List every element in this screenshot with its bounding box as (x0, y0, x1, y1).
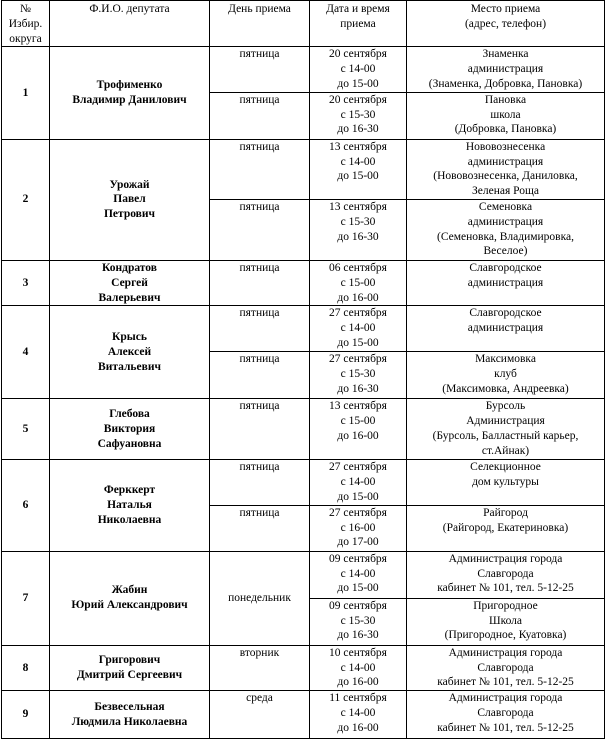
reception-datetime-line: 27 сентября (329, 353, 387, 366)
reception-place-line: Зеленая Роща (472, 185, 539, 198)
reception-place-line: Администрация города (448, 692, 563, 705)
deputy-name-line: Наталья (107, 499, 152, 512)
reception-place-line: Славгорода (477, 661, 534, 674)
district-number: 5 (2, 399, 50, 460)
header-name-line: Ф.И.О. депутата (89, 3, 170, 15)
reception-place (407, 399, 605, 460)
reception-datetime-line: с 16-00 (340, 521, 376, 534)
table-row (2, 260, 605, 305)
reception-day: пятница (210, 460, 310, 505)
header-district-line: № (20, 3, 31, 15)
deputy-name-line: Павел (113, 193, 146, 206)
reception-datetime (310, 47, 407, 92)
deputy-name-line: Трофименко (96, 79, 163, 92)
reception-day: пятница (210, 306, 310, 352)
reception-day: пятница (210, 199, 310, 260)
reception-place-line: Нововознесенка (465, 140, 546, 153)
header-place-line: Место приема (470, 3, 541, 15)
deputy-name-line: Урожай (109, 178, 150, 191)
reception-day: среда (210, 691, 310, 739)
deputy-name-line: Ферккерт (103, 484, 156, 497)
table-row (2, 47, 605, 92)
reception-place-line: Славгородское (469, 261, 542, 274)
reception-datetime (310, 199, 407, 260)
reception-day: пятница (210, 399, 310, 460)
reception-datetime-line: 27 сентября (329, 461, 387, 474)
deputy-name-line: Глебова (109, 408, 150, 421)
reception-place-line: кабинет № 101, тел. 5-12-25 (437, 721, 574, 734)
reception-place (407, 199, 605, 260)
reception-place (407, 460, 605, 505)
table-row (2, 460, 605, 505)
reception-datetime (310, 352, 407, 399)
header-place (407, 1, 605, 47)
reception-datetime (310, 139, 407, 199)
reception-place-line: Славгородское (469, 307, 542, 320)
reception-datetime-line: до 16-00 (337, 429, 379, 442)
reception-place (407, 551, 605, 598)
reception-place-line: Славгорода (477, 567, 534, 580)
reception-datetime-line: до 17-00 (337, 536, 379, 549)
reception-datetime-line: с 14-00 (340, 661, 376, 674)
reception-place-line: администрация (467, 215, 544, 228)
reception-datetime (310, 260, 407, 305)
reception-day: вторник (210, 645, 310, 690)
reception-datetime-line: с 14-00 (340, 322, 376, 335)
deputy-name-line: Валерьевич (98, 291, 161, 304)
reception-place-line: кабинет № 101, тел. 5-12-25 (437, 582, 574, 595)
reception-datetime-line: до 16-30 (337, 629, 379, 642)
reception-day: пятница (210, 260, 310, 305)
table-row (2, 139, 605, 199)
reception-datetime (310, 92, 407, 139)
district-number: 3 (2, 260, 50, 305)
reception-datetime-line: 27 сентября (329, 506, 387, 519)
reception-place-line: Райгород (483, 506, 528, 519)
reception-datetime-line: с 15-00 (340, 415, 376, 428)
reception-datetime-line: 09 сентября (329, 552, 387, 565)
reception-place-line: Администрация города (448, 646, 563, 659)
deputy-name (50, 47, 210, 139)
header-deputy-name (50, 1, 210, 47)
deputy-name (50, 399, 210, 460)
header-row (2, 1, 605, 47)
district-number: 7 (2, 551, 50, 645)
deputy-name-line: Витальевич (98, 360, 161, 373)
reception-datetime (310, 551, 407, 598)
deputy-name-line: Сергей (111, 276, 148, 289)
deputy-name-line: Петрович (103, 208, 156, 221)
reception-datetime (310, 645, 407, 690)
reception-place-line: Администрация (466, 415, 545, 428)
reception-datetime-line: до 16-00 (337, 676, 379, 689)
reception-day: пятница (210, 352, 310, 399)
header-day-line: День приема (228, 3, 291, 15)
reception-place (407, 505, 605, 551)
deputy-name-line: Владимир Данилович (72, 94, 187, 107)
reception-datetime-line: 13 сентября (329, 140, 387, 153)
reception-place-line: школа (490, 108, 521, 121)
reception-datetime-line: с 14-00 (340, 155, 376, 168)
reception-place (407, 92, 605, 139)
deputy-name-line: Людмила Николаевна (71, 715, 188, 728)
reception-datetime-line: с 15-30 (340, 368, 376, 381)
reception-place (407, 139, 605, 199)
reception-datetime-line: 09 сентября (329, 599, 387, 612)
header-district (2, 1, 50, 47)
reception-datetime-line: с 15-30 (340, 108, 376, 121)
header-district-line: Избир. (8, 17, 43, 30)
reception-datetime (310, 460, 407, 505)
reception-place-line: Знаменка (482, 48, 529, 61)
reception-datetime-line: с 14-00 (340, 476, 376, 489)
reception-datetime-line: с 15-30 (340, 215, 376, 228)
reception-place-line: Школа (488, 614, 523, 627)
reception-datetime-line: 20 сентября (329, 93, 387, 106)
header-datetime-line: приема (340, 17, 376, 30)
deputy-name (50, 306, 210, 399)
deputy-name-line: Сафуановна (97, 437, 162, 450)
reception-datetime-line: 10 сентября (329, 646, 387, 659)
reception-place-line: (Пригородное, Куатовка) (444, 629, 567, 642)
reception-datetime-line: 06 сентября (329, 261, 387, 274)
reception-place-line: клуб (494, 368, 517, 381)
reception-place (407, 645, 605, 690)
reception-place (407, 306, 605, 352)
reception-datetime (310, 505, 407, 551)
reception-datetime-line: с 14-00 (340, 567, 376, 580)
district-number: 8 (2, 645, 50, 690)
reception-place-line: Бурсоль (485, 400, 526, 413)
table-row (2, 551, 605, 598)
reception-datetime-line: до 16-30 (337, 123, 379, 136)
reception-day: понедельник (210, 551, 310, 645)
reception-place-line: (Семеновка, Владимировка, (436, 230, 574, 243)
reception-place-line: (Бурсоль, Балластный карьер, (432, 429, 579, 442)
reception-place-line: Пановка (484, 93, 527, 106)
reception-datetime-line: до 15-00 (337, 77, 379, 90)
deputy-name-line: Алексей (107, 345, 152, 358)
reception-datetime-line: до 15-00 (337, 582, 379, 595)
reception-place (407, 47, 605, 92)
reception-place-line: администрация (467, 322, 544, 335)
reception-day: пятница (210, 139, 310, 199)
reception-place-line: кабинет № 101, тел. 5-12-25 (437, 676, 574, 689)
header-day (210, 1, 310, 47)
deputy-name-line: Юрий Александрович (71, 599, 188, 612)
reception-datetime-line: 11 сентября (329, 692, 387, 705)
deputy-name (50, 691, 210, 739)
reception-place (407, 691, 605, 739)
header-place-line: (адрес, телефон) (464, 17, 547, 30)
deputy-name (50, 260, 210, 305)
reception-place-line: ст.Айнак) (481, 444, 530, 457)
deputy-name-line: Виктория (103, 422, 156, 435)
deputy-name-line: Безвесельная (94, 700, 165, 713)
reception-datetime (310, 598, 407, 645)
reception-datetime-line: до 15-00 (337, 490, 379, 503)
deputy-name (50, 139, 210, 260)
reception-datetime-line: 13 сентября (329, 400, 387, 413)
table-row (2, 691, 605, 739)
header-datetime-line: Дата и время (326, 3, 390, 15)
deputy-name-line: Жабин (111, 584, 148, 597)
reception-place (407, 352, 605, 399)
reception-datetime-line: с 15-30 (340, 614, 376, 627)
reception-place-line: Администрация города (448, 552, 563, 565)
header-datetime (310, 1, 407, 47)
reception-place-line: Веселое) (483, 245, 528, 258)
reception-datetime-line: до 15-00 (337, 170, 379, 183)
deputy-name (50, 460, 210, 551)
reception-day: пятница (210, 505, 310, 551)
reception-schedule-table (1, 0, 605, 739)
reception-place-line: администрация (467, 155, 544, 168)
reception-place-line: Селекционное (470, 461, 541, 474)
header-district-line: округа (9, 32, 42, 45)
reception-datetime-line: с 14-00 (340, 63, 376, 76)
reception-place-line: дом культуры (472, 476, 539, 489)
reception-place-line: Максимовка (475, 353, 536, 366)
reception-datetime-line: до 16-00 (337, 291, 379, 304)
reception-datetime-line: с 14-00 (340, 706, 376, 719)
reception-place-line: Семеновка (478, 200, 533, 213)
reception-place (407, 598, 605, 645)
reception-place-line: администрация (467, 63, 544, 76)
deputy-name (50, 551, 210, 645)
deputy-name (50, 645, 210, 690)
reception-place-line: (Райгород, Екатериновка) (442, 521, 569, 534)
reception-datetime-line: до 16-30 (337, 382, 379, 395)
deputy-name-line: Дмитрий Сергеевич (76, 668, 183, 681)
reception-place-line: администрация (467, 276, 544, 289)
reception-place-line: (Нововознесенка, Даниловка, (433, 170, 578, 183)
reception-place (407, 260, 605, 305)
table-row (2, 306, 605, 352)
reception-place-line: (Максимовка, Андреевка) (442, 382, 569, 395)
reception-datetime (310, 691, 407, 739)
reception-place-line: (Знаменка, Добровка, Пановка) (428, 77, 583, 90)
deputy-name-line: Кондратов (102, 261, 157, 274)
district-number: 4 (2, 306, 50, 399)
reception-datetime-line: с 15-00 (340, 276, 376, 289)
reception-datetime (310, 306, 407, 352)
deputy-name-line: Николаевна (97, 513, 162, 526)
reception-datetime-line: 27 сентября (329, 307, 387, 320)
table-row (2, 645, 605, 690)
district-number: 1 (2, 47, 50, 139)
reception-datetime-line: 20 сентября (329, 48, 387, 61)
reception-datetime (310, 399, 407, 460)
reception-datetime-line: 13 сентября (329, 200, 387, 213)
reception-datetime-line: до 15-00 (337, 336, 379, 349)
reception-day: пятница (210, 47, 310, 92)
deputy-name-line: Крысь (112, 331, 147, 344)
deputy-name-line: Григорович (98, 654, 161, 667)
reception-day: пятница (210, 92, 310, 139)
reception-place-line: (Добровка, Пановка) (454, 123, 557, 136)
district-number: 9 (2, 691, 50, 739)
district-number: 2 (2, 139, 50, 260)
district-number: 6 (2, 460, 50, 551)
reception-place-line: Пригородное (473, 599, 538, 612)
reception-datetime-line: до 16-00 (337, 721, 379, 734)
reception-datetime-line: до 16-30 (337, 230, 379, 243)
schedule-body (2, 47, 605, 739)
table-row (2, 399, 605, 460)
reception-place-line: Славгорода (477, 706, 534, 719)
